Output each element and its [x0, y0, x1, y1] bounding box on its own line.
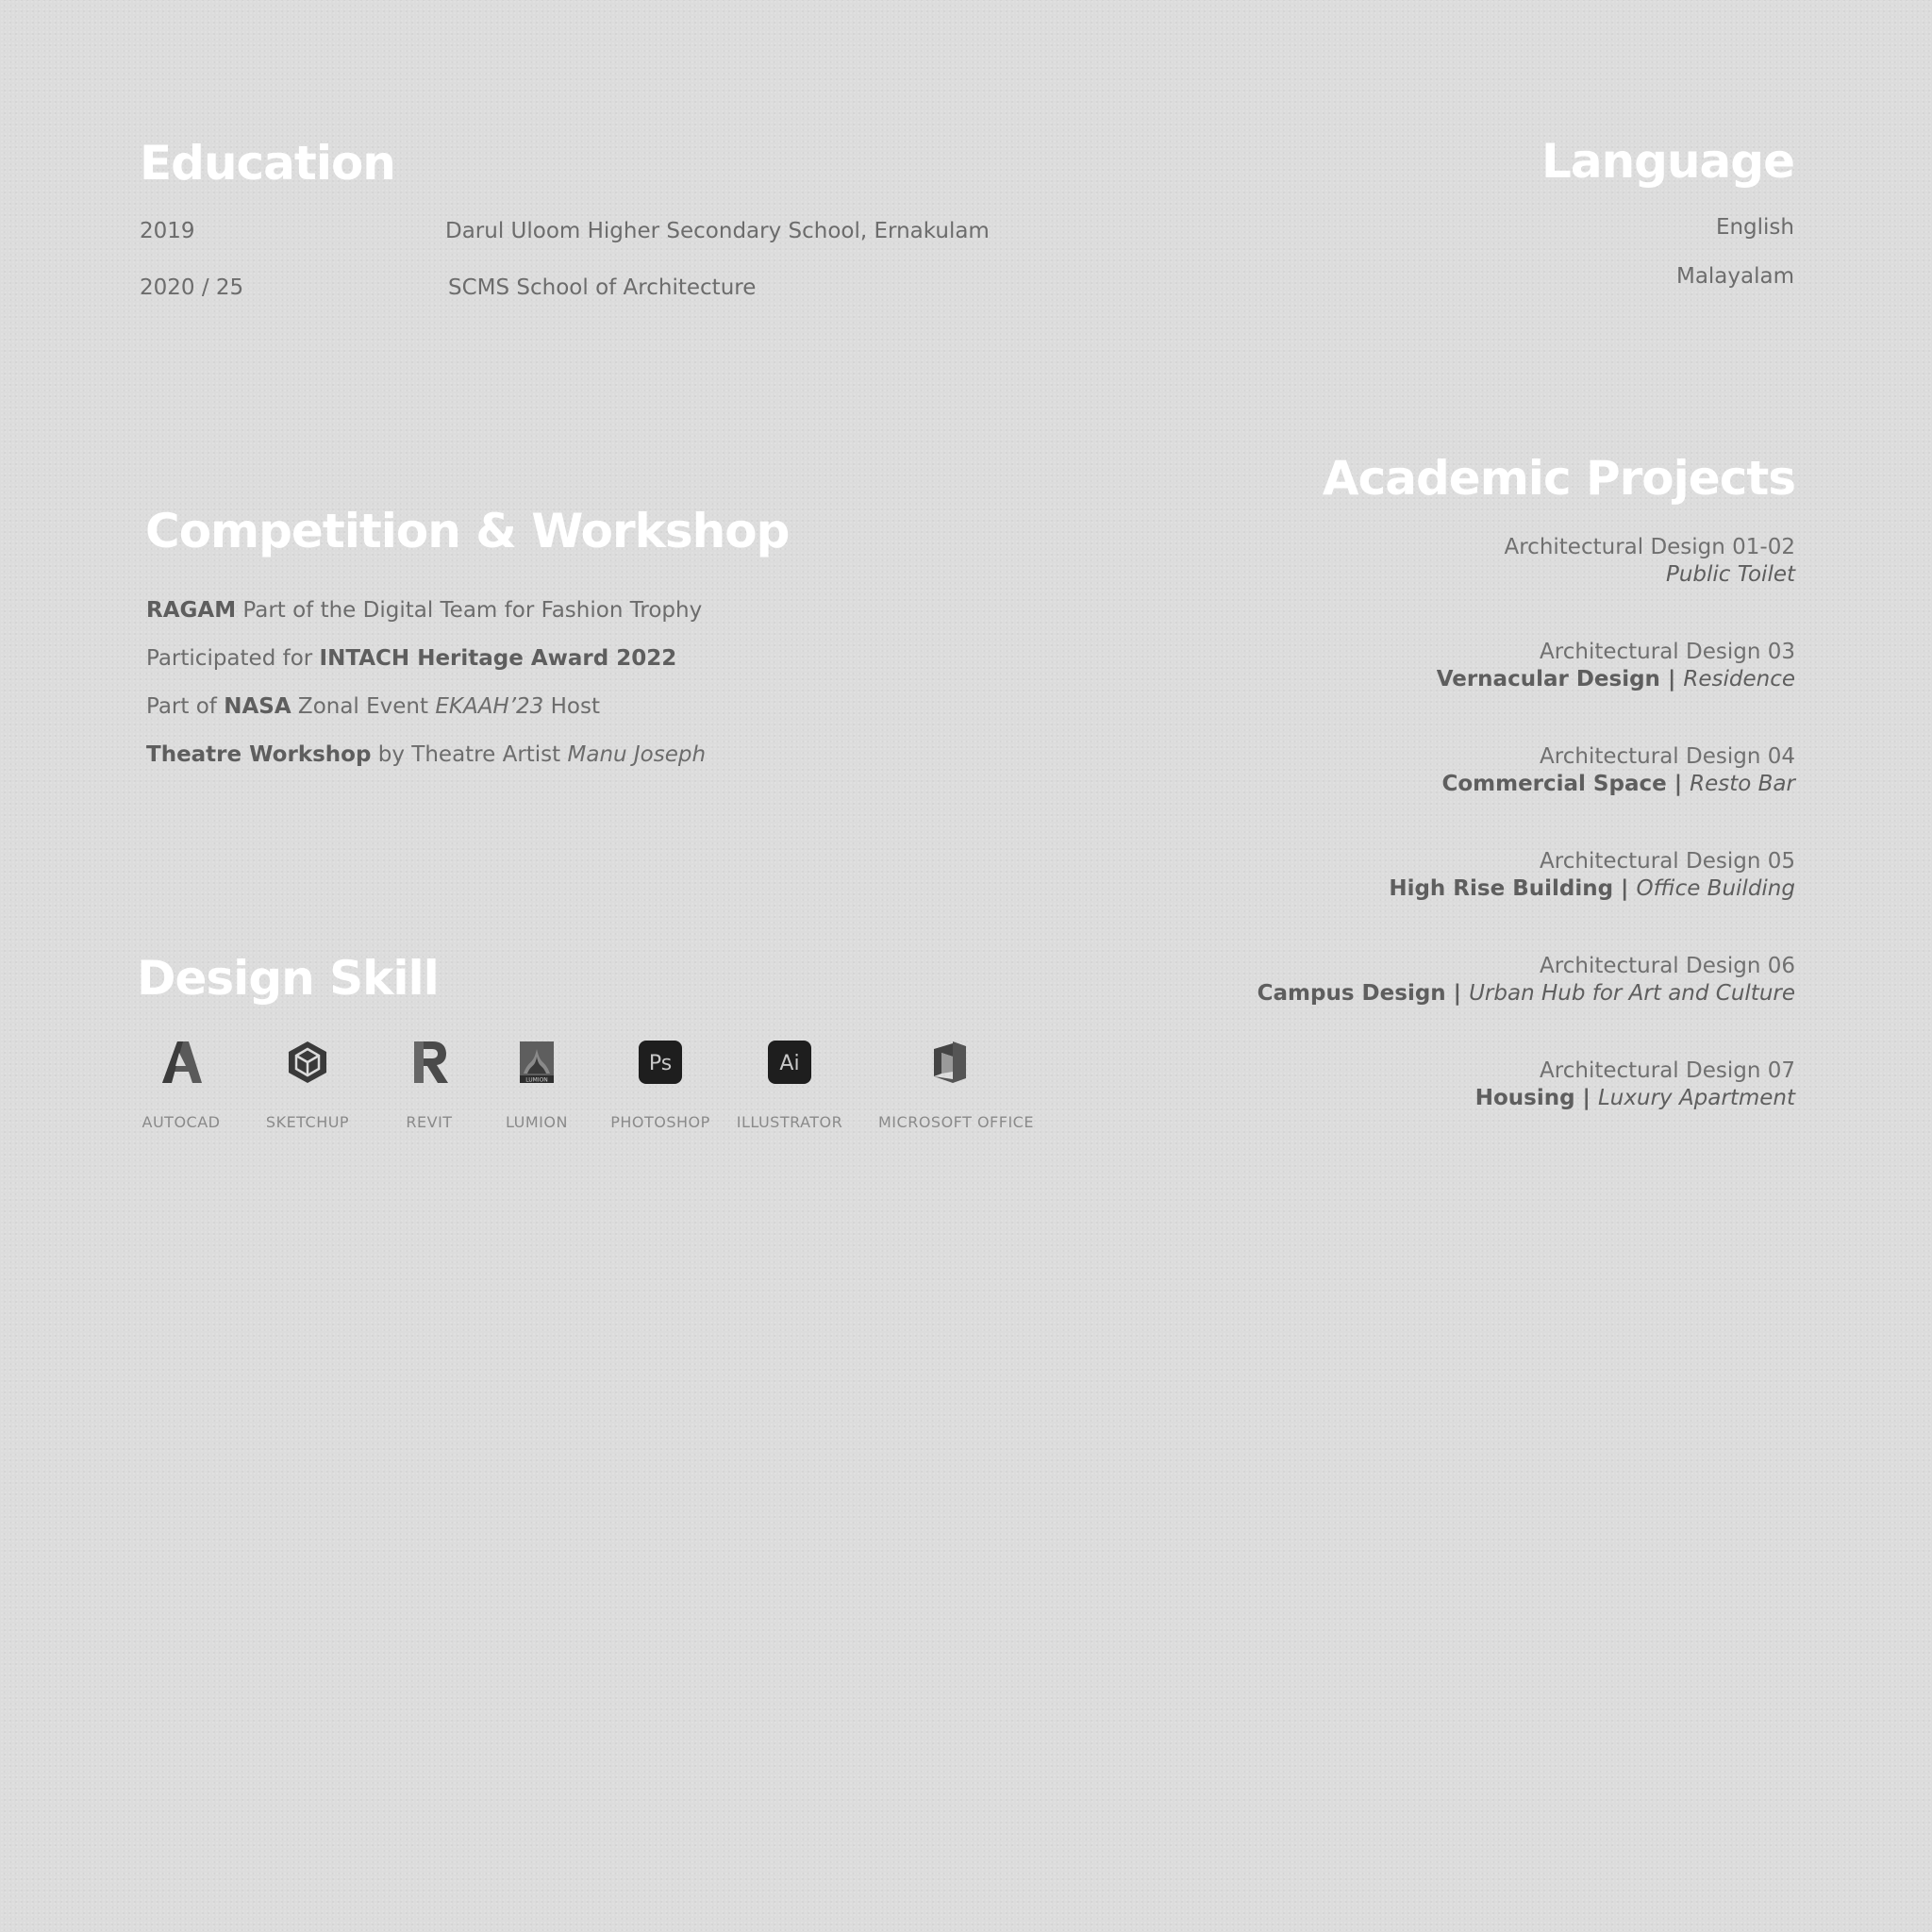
skill-label: ILLUSTRATOR: [736, 1113, 843, 1131]
skill-label: REVIT: [406, 1113, 453, 1131]
project-item-1: [1504, 534, 1795, 589]
project-subject: Public Toilet: [1665, 562, 1795, 587]
skill-label: MICROSOFT OFFICE: [878, 1113, 1034, 1131]
project-type: Commercial Space |: [1441, 772, 1690, 796]
competition-item-1-bold: RAGAM: [146, 598, 237, 623]
competition-item-4-bold: Theatre Workshop: [146, 742, 372, 767]
project-subject: Resto Bar: [1690, 772, 1795, 796]
project-title: Architectural Design 06: [1540, 954, 1795, 978]
project-title: Architectural Design 01-02: [1504, 535, 1795, 559]
svg-text:LUMION: LUMION: [525, 1076, 548, 1084]
competition-item-4: [146, 744, 706, 766]
language-heading: Language: [1541, 134, 1794, 189]
skill-photoshop: [590, 1038, 731, 1132]
education-school-2: SCMS School of Architecture: [448, 275, 757, 300]
project-type: Campus Design |: [1257, 981, 1470, 1006]
competition-item-3-text: Part of: [146, 694, 225, 719]
project-subject: Office Building: [1636, 876, 1795, 901]
project-subject: Luxury Apartment: [1597, 1086, 1795, 1110]
competition-item-4-text: by Theatre Artist: [371, 742, 568, 767]
education-school-1: Darul Uloom Higher Secondary School, Ernakulam: [445, 219, 990, 243]
competition-item-1: [146, 600, 702, 622]
lumion-icon: [512, 1038, 561, 1087]
project-type: Vernacular Design |: [1436, 667, 1684, 691]
competition-item-2-bold: INTACH Heritage Award 2022: [319, 646, 677, 671]
project-type: High Rise Building |: [1389, 876, 1637, 901]
competition-item-1-text: Part of the Digital Team for Fashion Trophy: [236, 598, 703, 623]
skill-illustrator: [719, 1038, 860, 1132]
svg-text:Ai: Ai: [779, 1052, 800, 1075]
project-type: Housing |: [1474, 1086, 1598, 1110]
project-subject: Urban Hub for Art and Culture: [1469, 981, 1795, 1006]
language-malayalam: Malayalam: [1675, 264, 1794, 289]
skill-sketchup: [237, 1038, 378, 1132]
skill-microsoft-office: [878, 1038, 1034, 1132]
svg-text:Ps: Ps: [648, 1052, 673, 1075]
photoshop-icon: [636, 1038, 685, 1087]
project-item-3: [1441, 743, 1795, 798]
competition-item-3-bold: NASA: [224, 694, 291, 719]
competition-item-2-text: Participated for: [146, 646, 320, 671]
illustrator-icon: [765, 1038, 814, 1087]
revit-icon: [405, 1038, 454, 1087]
competition-item-3-italic: EKAAH’23: [435, 694, 544, 719]
competition-item-2: [146, 648, 676, 670]
competition-item-4-italic: Manu Joseph: [567, 742, 707, 767]
education-year-2: 2020 / 25: [140, 275, 244, 300]
design-skill-heading: Design Skill: [137, 951, 439, 1006]
microsoft-office-icon: [924, 1038, 974, 1087]
project-subject: Residence: [1683, 667, 1795, 691]
education-heading: Education: [140, 136, 395, 191]
project-item-5: [1257, 953, 1795, 1008]
autocad-icon: [157, 1038, 206, 1087]
sketchup-icon: [283, 1038, 332, 1087]
skill-label: PHOTOSHOP: [610, 1113, 710, 1131]
project-title: Architectural Design 03: [1540, 640, 1795, 664]
project-title: Architectural Design 05: [1540, 849, 1795, 874]
skill-lumion: [466, 1038, 608, 1132]
project-item-4: [1389, 848, 1795, 903]
education-year-1: 2019: [140, 219, 195, 243]
project-title: Architectural Design 04: [1540, 744, 1795, 769]
language-english: English: [1715, 215, 1794, 240]
competition-item-3: [146, 696, 600, 718]
competition-item-3-text3: Host: [543, 694, 600, 719]
skill-label: AUTOCAD: [142, 1113, 221, 1131]
project-item-6: [1475, 1058, 1795, 1112]
project-item-2: [1437, 639, 1795, 693]
skill-label: SKETCHUP: [265, 1113, 350, 1131]
projects-heading: Academic Projects: [1322, 451, 1795, 506]
competition-heading: Competition & Workshop: [145, 504, 790, 558]
skill-label: LUMION: [506, 1113, 568, 1131]
competition-item-3-text2: Zonal Event: [291, 694, 436, 719]
project-title: Architectural Design 07: [1540, 1058, 1795, 1083]
skill-autocad: [110, 1038, 252, 1132]
